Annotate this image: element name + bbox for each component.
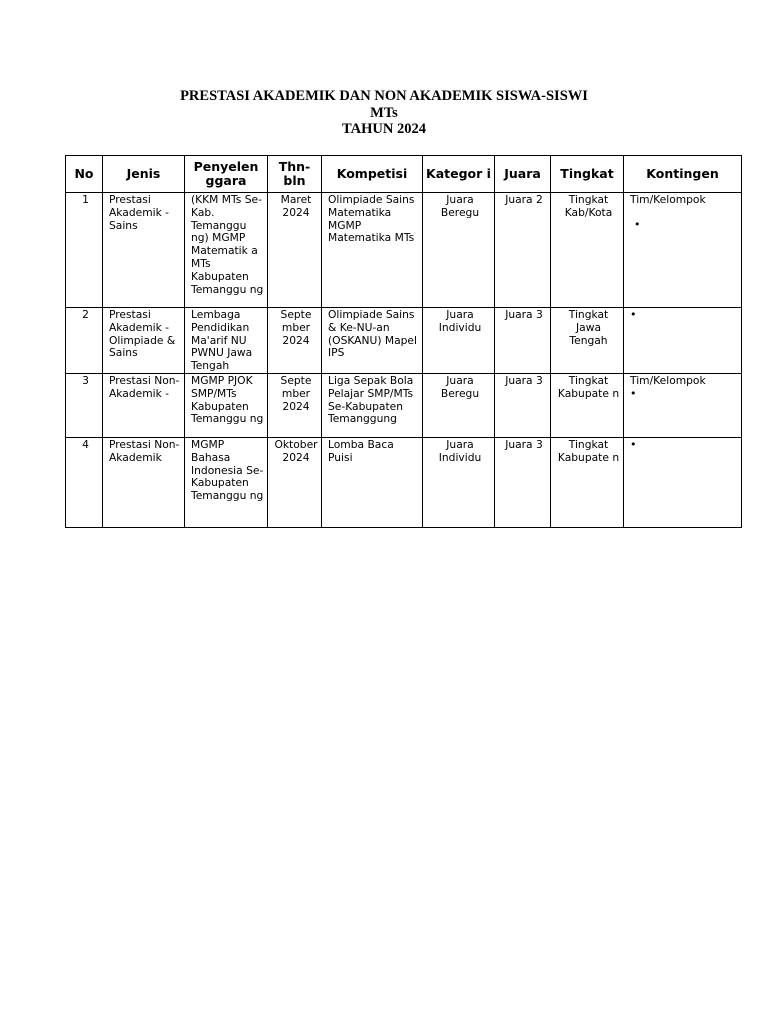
document-title <box>0 88 768 138</box>
cell-no: 3 <box>66 373 103 437</box>
bullet-point: • <box>630 386 637 400</box>
header-thn-bln: Thn-bln <box>268 156 322 193</box>
header-kategori: Kategor i <box>423 156 495 193</box>
cell-kompetisi: Lomba Baca Puisi <box>322 437 423 527</box>
cell-kategori: Juara Beregu <box>423 373 495 437</box>
header-kompetisi: Kompetisi <box>322 156 423 193</box>
cell-jenis: Prestasi Akademik - Sains <box>103 193 185 308</box>
cell-juara: Juara 2 <box>495 193 551 308</box>
cell-tingkat: Tingkat Kabupate n <box>551 373 624 437</box>
cell-kontingen <box>624 193 742 308</box>
cell-tingkat: Tingkat Kabupate n <box>551 437 624 527</box>
cell-juara: Juara 3 <box>495 437 551 527</box>
cell-kategori: Juara Individu <box>423 308 495 374</box>
cell-juara: Juara 3 <box>495 373 551 437</box>
cell-thn-bln: Septe mber 2024 <box>268 373 322 437</box>
cell-penyelenggara: Lembaga Pendidikan Ma'arif NU PWNU Jawa Tengah <box>185 308 268 374</box>
kontingen-label: Tim/Kelompok <box>630 373 706 387</box>
header-juara: Juara <box>495 156 551 193</box>
cell-kompetisi: Olimpiade Sains & Ke-NU-an (OSKANU) Mapel IPS <box>322 308 423 374</box>
cell-thn-bln: Maret 2024 <box>268 193 322 308</box>
kontingen-label: Tim/Kelompok <box>630 193 706 206</box>
title-line-3: TAHUN 2024 <box>342 121 426 137</box>
cell-kontingen <box>624 373 742 437</box>
cell-kategori: Juara Beregu <box>423 193 495 308</box>
header-tingkat: Tingkat <box>551 156 624 193</box>
cell-no: 4 <box>66 437 103 527</box>
header-penyelenggara: Penyelen ggara <box>185 156 268 193</box>
header-row <box>66 156 742 193</box>
table-row <box>66 373 742 437</box>
cell-penyelenggara: (KKM MTs Se-Kab. Temanggu ng) MGMP Matematik a MTs Kabupaten Temanggu ng <box>185 193 268 308</box>
title-line-2: MTs <box>370 104 398 121</box>
header-no: No <box>66 156 103 193</box>
cell-jenis: Prestasi Non-Akademik - <box>103 373 185 437</box>
cell-no: 1 <box>66 193 103 308</box>
cell-kompetisi: Liga Sepak Bola Pelajar SMP/MTs Se-Kabupaten Temanggung <box>322 373 423 437</box>
header-jenis: Jenis <box>103 156 185 193</box>
cell-penyelenggara: MGMP PJOK SMP/MTs Kabupaten Temanggu ng <box>185 373 268 437</box>
cell-jenis: Prestasi Akademik - Olimpiade & Sains <box>103 308 185 374</box>
cell-thn-bln: Oktober 2024 <box>268 437 322 527</box>
cell-tingkat: Tingkat Kab/Kota <box>551 193 624 308</box>
cell-kontingen <box>624 308 742 374</box>
header-kontingen: Kontingen <box>624 156 742 193</box>
cell-juara: Juara 3 <box>495 308 551 374</box>
title-line-1: PRESTASI AKADEMIK DAN NON AKADEMIK SISWA-SISWI <box>180 88 588 104</box>
table-row <box>66 193 742 308</box>
cell-jenis: Prestasi Non-Akademik <box>103 437 185 527</box>
cell-penyelenggara: MGMP Bahasa Indonesia Se-Kabupaten Temanggu ng <box>185 437 268 527</box>
cell-thn-bln: Septe mber 2024 <box>268 308 322 374</box>
table-row <box>66 308 742 374</box>
bullet-point: • <box>634 217 641 231</box>
cell-tingkat: Tingkat Jawa Tengah <box>551 308 624 374</box>
prestasi-table <box>65 155 742 528</box>
table-row <box>66 437 742 527</box>
cell-kontingen <box>624 437 742 527</box>
bullet-point: • <box>630 437 637 451</box>
cell-kategori: Juara Individu <box>423 437 495 527</box>
bullet-point: • <box>630 308 637 321</box>
cell-no: 2 <box>66 308 103 374</box>
cell-kompetisi: Olimpiade Sains Matematika MGMP Matematika MTs <box>322 193 423 308</box>
